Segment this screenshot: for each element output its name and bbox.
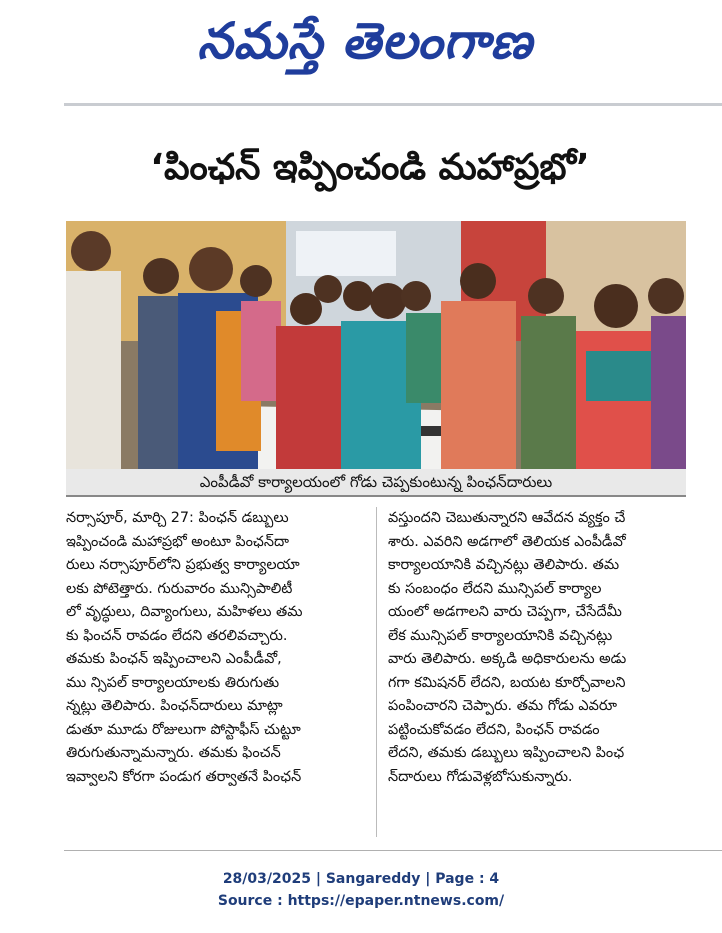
article-photo — [66, 221, 686, 469]
page-footer — [0, 868, 722, 912]
article-line: తిరుగుతున్నామన్నారు. తమకు ఫించన్ — [66, 745, 281, 761]
article-line: లేదని, తమకు డబ్బులు ఇప్పించాలని పింఛ — [388, 745, 625, 761]
article-line: నర్సాపూర్, మార్చి 27: పింఛన్ డబ్బులు — [66, 510, 289, 526]
column-divider — [376, 507, 377, 837]
article-line: లేక మున్సిపల్ కార్యాలయానికి వచ్చినట్లు — [388, 627, 613, 644]
article-line: న్‌దారులు గోడువెళ్లబోసుకున్నారు. — [388, 768, 573, 785]
footer-edition-info: 28/03/2025 | Sangareddy | Page : 4 — [222, 871, 500, 887]
article-line: ఇప్పించండి మహాప్రభో అంటూ పింఛన్‌దా — [66, 533, 289, 550]
masthead-title: నమస్తే తెలంగాణ — [197, 12, 533, 70]
article-line: ఇవ్వాలని కోరగా పండుగ తర్వాతనే పింఛన్ — [66, 768, 302, 785]
article-line: డుతూ మూడు రోజులుగా పోస్టాఫీస్ చుట్టూ — [66, 721, 301, 738]
footer-divider — [64, 850, 722, 851]
newspaper-masthead — [150, 6, 580, 76]
article-line: కు సంబంధం లేదని మున్సిపల్ కార్యాల — [388, 580, 602, 597]
article-line: తమకు పింఛన్ ఇప్పించాలని ఎంపీడీవో, — [66, 651, 282, 667]
article-headline: ‘పింఛన్ ఇప్పించండి మహాప్రభో’ — [150, 147, 590, 188]
article-line: వస్తుందని చెబుతున్నారని ఆవేదన వ్యక్తం చే — [388, 510, 626, 526]
article-line: గగా కమిషనర్ లేదని, బయట కూర్చోవాలని — [388, 674, 626, 691]
article-column-right — [388, 507, 693, 789]
article-line: న్నట్లు తెలిపారు. పింఛన్‌దారులు మాట్లా — [66, 698, 283, 714]
article-line: లకు పోటెత్తారు. గురువారం మున్సిపాలిటీ — [66, 580, 293, 597]
footer-source-link[interactable]: Source : https://epaper.ntnews.com/ — [217, 893, 505, 909]
article-line: లో వృద్ధులు, దివ్యాంగులు, మహిళలు తమ — [66, 604, 303, 620]
masthead-divider — [64, 103, 722, 106]
news-photo-illustration — [66, 221, 686, 469]
article-line: పట్టించుకోవడం లేదని, పింఛన్ రావడం — [388, 721, 600, 738]
article-column-left — [66, 507, 371, 789]
article-line: శారు. ఎవరిని అడగాలో తెలియక ఎంపీడీవో — [388, 533, 626, 550]
article-line: పంపించారని చెప్పారు. తమ గోడు ఎవరూ — [388, 698, 618, 714]
article-line: యంలో అడగాలని వారు చెప్పగా, చేసేదేమీ — [388, 604, 622, 620]
article-line: రులు నర్సాపూర్‌లోని ప్రభుత్వ కార్యాలయా — [66, 557, 300, 573]
article-line: వారు తెలిపారు. అక్కడి అధికారులను అడు — [388, 651, 627, 667]
article-line: కు ఫించన్ రావడం లేదని తరలివచ్చారు. — [66, 627, 288, 644]
photo-caption: ఎంపీడీవో కార్యాలయంలో గోడు చెప్పకుంటున్న పింఛన్‌దారులు — [66, 469, 686, 497]
article-line: ము న్సిపల్ కార్యాలయాలకు తిరుగుతు — [66, 674, 280, 691]
article-line: కార్యాలయానికి వచ్చినట్లు తెలిపారు. తమ — [388, 557, 620, 573]
